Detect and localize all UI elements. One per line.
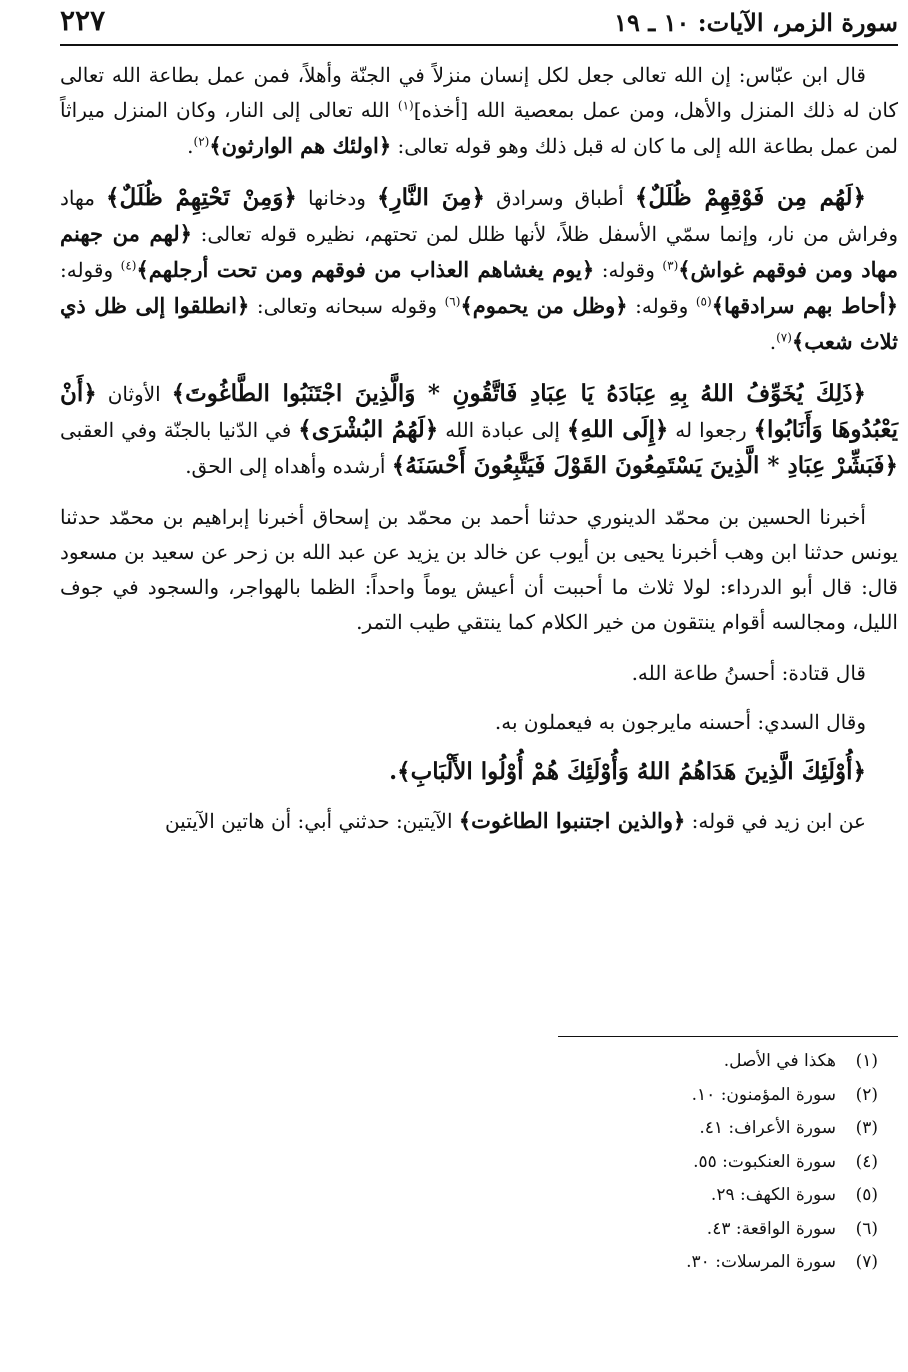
footnote-item xyxy=(518,1246,878,1280)
footnote-text: سورة المؤمنون: ١٠. xyxy=(691,1084,836,1105)
footnote-text: سورة العنكبوت: ٥٥. xyxy=(693,1151,836,1172)
footnote-item xyxy=(518,1146,878,1180)
text-span: . xyxy=(187,134,194,158)
quran-quote: ﴿فَبَشِّرْ عِبَادِ * الَّذِينَ يَسْتَمِعُونَ القَوْلَ فَيَتَّبِعُونَ أَحْسَنَهُ﴾ xyxy=(391,452,898,479)
text-span: وقوله سبحانه وتعالى: xyxy=(249,294,445,318)
text-span: الله تعالى إلى النار، وكان المنزل ميراثاً لمن عمل بطاعة الله إلى ما كان له قبل ذلك وهو قوله تعالى: xyxy=(60,98,898,158)
footnote-text: هكذا في الأصل. xyxy=(723,1051,836,1071)
quran-quote: ﴿وَمِنْ تَحْتِهِمْ ظُلَلٌ﴾ xyxy=(106,184,297,211)
text-span: . xyxy=(769,330,777,354)
paragraph-verse-18-end: ﴿أُوْلَئِكَ الَّذِينَ هَدَاهُمُ اللهُ وَأُوْلَئِكَ هُمْ أُوْلُوا الأَلْبَابِ﴾. xyxy=(389,758,866,785)
text-span: قال ابن عبّاس: إن الله تعالى جعل لكل إنسان منزلاً في الجنّة وأهلاً، فمن عمل بطاعة الله تعالى كان له ذلك المنزل والأهل، ومن عمل بمعصية الله [أخذه] xyxy=(60,63,898,122)
text-span: في الدّنيا بالجنّة وفي العقبى xyxy=(60,418,299,442)
body-text xyxy=(60,58,898,855)
text-span: مهاد وفراش من نار، وإنما سمّي الأسفل ظلاً، لأنها ظلل لمن تحتهم، نظيره قوله تعالى: xyxy=(60,186,898,246)
footnote-ref: (١) xyxy=(397,98,414,113)
footnote-item xyxy=(518,1179,878,1213)
footnote-number: (٥) xyxy=(855,1185,878,1205)
footnote-number: (٦) xyxy=(855,1218,878,1239)
footnote-number: (٤) xyxy=(855,1151,878,1172)
footnote-item xyxy=(518,1112,878,1146)
quran-quote: ﴿ذَلِكَ يُخَوِّفُ اللهُ بِهِ عِبَادَهُ يَا عِبَادِ فَاتَّقُونِ * وَالَّذِينَ اجْتَنَبُوا الطَّاغُوتَ﴾ xyxy=(171,380,866,407)
footnote-number: (٣) xyxy=(855,1118,878,1138)
footnote-divider xyxy=(558,1036,898,1037)
footnote-ref: (٣) xyxy=(662,258,679,273)
footnote-number: (١) xyxy=(855,1051,878,1071)
paragraph-suddi: وقال السدي: أحسنه مايرجون به فيعملون به. xyxy=(494,710,866,734)
footnote-ref: (٢) xyxy=(193,134,210,149)
quran-quote: ﴿أَنْ يَعْبُدُوهَا وَأَنَابُوا﴾ xyxy=(60,380,898,443)
footnote-ref: (٦) xyxy=(444,294,461,309)
footnote-ref: (٤) xyxy=(120,258,137,273)
footnote-item xyxy=(518,1079,878,1113)
text-span: عن ابن زيد في قوله: xyxy=(685,809,866,833)
paragraph-ibn-abbas xyxy=(60,58,898,164)
quran-quote: ﴿لهم من جهنم مهاد ومن فوقهم غواش﴾ xyxy=(60,221,898,282)
text-span: الأوثان xyxy=(96,382,172,406)
footnote-text: سورة المرسلات: ٣٠. xyxy=(686,1252,836,1272)
paragraph-verse-17-18 xyxy=(60,376,898,484)
text-span: وقوله: xyxy=(594,258,663,282)
footnote-number: (٢) xyxy=(855,1084,878,1105)
footnote-item xyxy=(518,1045,878,1079)
quran-quote: ﴿لَهُم مِن فَوْقِهِمْ ظُلَلٌ﴾ xyxy=(634,184,866,211)
quran-quote: ﴿أحاط بهم سرادقها﴾ xyxy=(711,293,899,318)
running-title: سورة الزمر، الآيات: ١٠ ـ ١٩ xyxy=(614,8,898,37)
quran-quote: ﴿والذين اجتنبوا الطاغوت﴾ xyxy=(458,808,686,833)
footnote-number: (٧) xyxy=(855,1252,878,1272)
footnote-text: سورة الأعراف: ٤١. xyxy=(699,1118,836,1138)
quran-quote: ﴿يوم يغشاهم العذاب من فوقهم ومن تحت أرجلهم﴾ xyxy=(136,257,595,282)
footnote-item xyxy=(518,1213,878,1247)
text-span: ودخانها xyxy=(296,186,378,210)
footnote-ref: (٧) xyxy=(776,330,792,345)
paragraph-hadith-chain: أخبرنا الحسين بن محمّد الدينوري حدثنا أحمد بن محمّد بن إسحاق أخبرنا إبراهيم بن محمّد حدثنا يونس حدثنا ابن وهب أخبرنا يحيى بن أيوب عن خالد بن يزيد عن عبد الله بن زحر عن سعيد بن مسعود قال: قال أبو الدرداء: لولا ثلاث ما أحببت أن أعيش يوماً واحداً: الظما بالهواجر، والسجود في جوف الليل، ومجالسه أقوام ينتقون من خير الكلام كما ينتقي طيب التمر. xyxy=(60,505,898,634)
page-header xyxy=(60,4,898,42)
footnotes-list xyxy=(518,1045,878,1280)
footnote-ref: (٥) xyxy=(695,294,712,309)
text-span: إلى عبادة الله xyxy=(438,418,567,442)
paragraph-ibn-zayd xyxy=(60,803,898,839)
text-span: وقوله: xyxy=(60,258,121,282)
paragraph-zulal xyxy=(60,180,898,360)
text-span: الآيتين: حدثني أبي: أن هاتين الآيتين xyxy=(164,809,459,833)
footnote-text: سورة الكهف: ٢٩. xyxy=(710,1185,836,1205)
quran-quote: ﴿انطلقوا إلى ظل ذي ثلاث شعب﴾ xyxy=(60,293,898,354)
quran-quote: ﴿مِنَ النَّارِ﴾ xyxy=(377,184,486,211)
quran-quote: ﴿وظل من يحموم﴾ xyxy=(460,293,628,318)
quran-quote: ﴿لَهُمُ البُشْرَى﴾ xyxy=(298,416,439,443)
quran-quote: ﴿إِلَى اللهِ﴾ xyxy=(566,416,669,443)
quran-quote: ﴿اولئك هم الوارثون﴾ xyxy=(209,133,392,158)
text-span: رجعوا له xyxy=(668,418,754,442)
footnote-text: سورة الواقعة: ٤٣. xyxy=(706,1218,836,1239)
paragraph-qatada: قال قتادة: أحسنُ طاعة الله. xyxy=(631,661,866,685)
text-span: أطباق وسرادق xyxy=(485,186,635,210)
text-span: أرشده وأهداه إلى الحق. xyxy=(185,454,392,478)
text-span: وقوله: xyxy=(627,294,696,318)
page-number: ٢٢٧ xyxy=(60,4,106,37)
header-divider xyxy=(60,44,898,46)
